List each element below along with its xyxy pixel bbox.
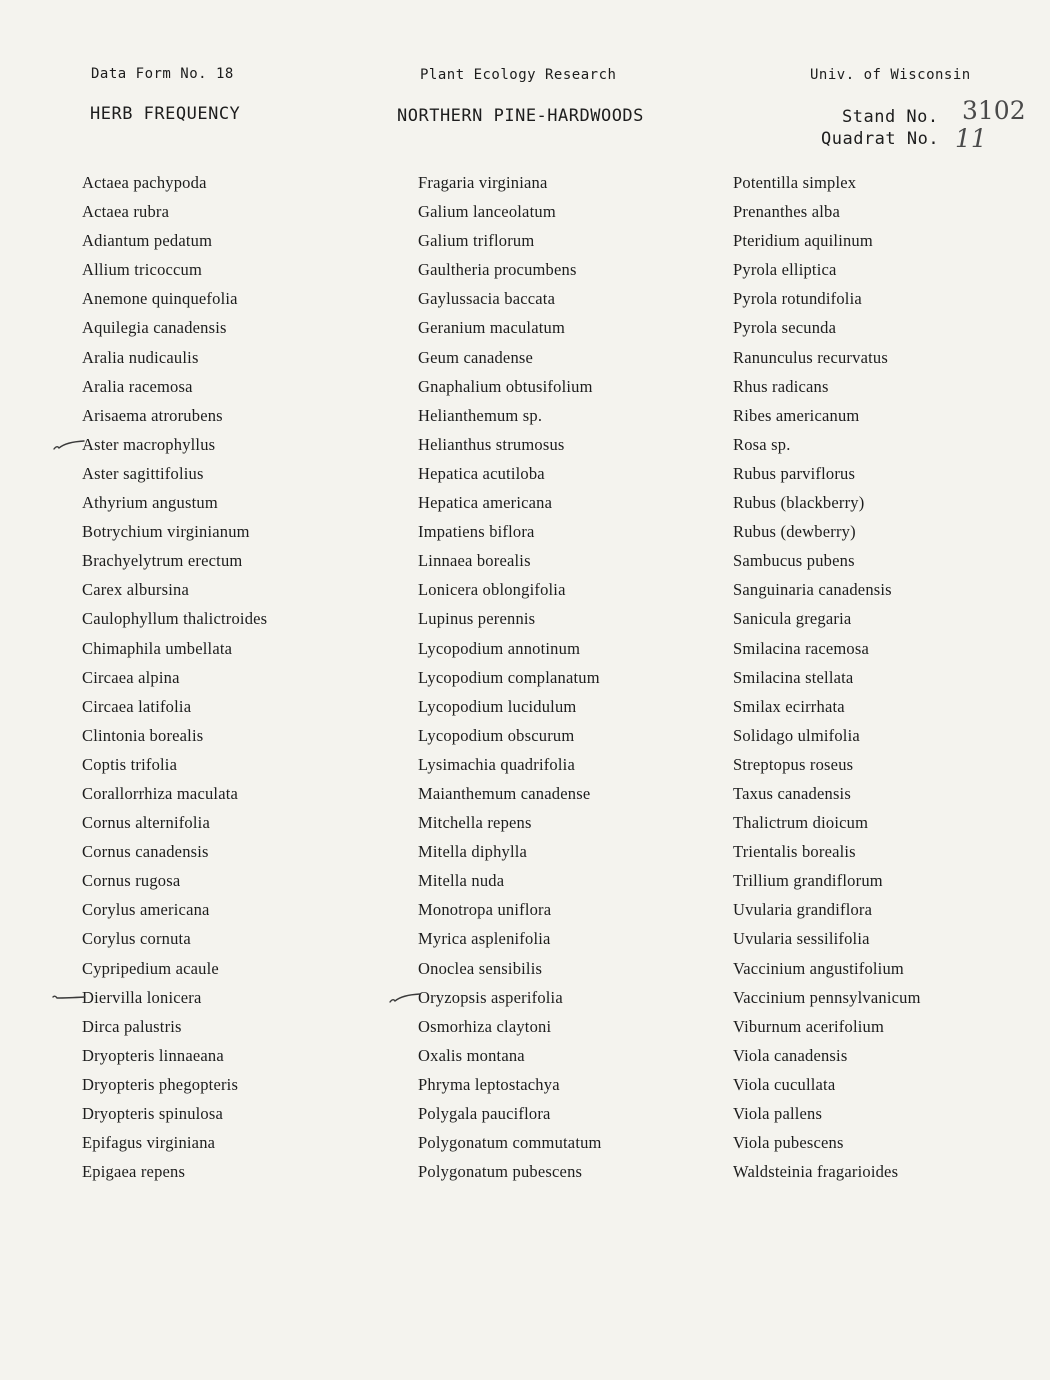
- species-name: Vaccinium pennsylvanicum: [733, 987, 921, 1007]
- species-item: [418, 459, 602, 488]
- species-item: [418, 692, 602, 721]
- species-name: Gaylussacia baccata: [418, 289, 556, 309]
- species-item: [82, 604, 267, 633]
- species-item: [733, 372, 921, 401]
- species-item: [82, 255, 267, 284]
- species-item: [82, 1157, 267, 1186]
- species-column-1: [82, 168, 267, 1186]
- species-item: [82, 313, 267, 342]
- species-item: [82, 779, 267, 808]
- species-name: Diervilla lonicera: [82, 987, 202, 1007]
- species-name: Maianthemum canadense: [418, 783, 591, 803]
- species-item: [733, 313, 921, 342]
- species-item: [733, 226, 921, 255]
- species-name: Lycopodium annotinum: [418, 638, 581, 658]
- species-name: Lycopodium complanatum: [418, 667, 600, 687]
- species-name: Osmorhiza claytoni: [418, 1016, 552, 1036]
- species-name: Sanguinaria canadensis: [733, 580, 892, 600]
- species-item: [418, 284, 602, 313]
- species-name: Anemone quinquefolia: [82, 289, 238, 309]
- species-name: Aster sagittifolius: [82, 463, 204, 483]
- species-item: [82, 866, 267, 895]
- species-name: Actaea pachypoda: [82, 173, 207, 192]
- species-name: Helianthemum sp.: [418, 405, 543, 425]
- species-column-2: [418, 168, 602, 1186]
- species-item: [733, 1099, 921, 1128]
- species-item: [82, 983, 267, 1012]
- species-item: [82, 954, 267, 983]
- species-name: Brachyelytrum erectum: [82, 551, 243, 571]
- species-name: Viola pubescens: [733, 1133, 844, 1153]
- species-item: [418, 1157, 602, 1186]
- species-item: [733, 517, 921, 546]
- forest-type-title: NORTHERN PINE-HARDWOODS: [397, 106, 644, 126]
- species-name: Trientalis borealis: [733, 842, 856, 862]
- species-name: Monotropa uniflora: [418, 900, 552, 920]
- species-item: [82, 517, 267, 546]
- stand-number-label: Stand No.: [842, 107, 939, 127]
- species-name: Caulophyllum thalictroides: [82, 609, 268, 629]
- species-name: Smilax ecirrhata: [733, 696, 845, 716]
- species-item: [733, 401, 921, 430]
- species-name: Rubus (dewberry): [733, 522, 856, 542]
- species-name: Polygonatum pubescens: [418, 1162, 583, 1182]
- species-item: [418, 255, 602, 284]
- species-name: Actaea rubra: [82, 202, 170, 222]
- species-name: Pyrola rotundifolia: [733, 289, 862, 309]
- species-name: Viburnum acerifolium: [733, 1016, 885, 1036]
- species-item: [82, 575, 267, 604]
- species-name: Potentilla simplex: [733, 173, 857, 192]
- species-item: [82, 168, 267, 197]
- species-item: [82, 1070, 267, 1099]
- species-item: [418, 401, 602, 430]
- species-item: [733, 924, 921, 953]
- species-name: Dryopteris phegopteris: [82, 1074, 239, 1094]
- species-name: Onoclea sensibilis: [418, 958, 543, 978]
- species-name: Geum canadense: [418, 347, 534, 367]
- species-item: [82, 1099, 267, 1128]
- species-item: [733, 546, 921, 575]
- species-item: [82, 284, 267, 313]
- species-item: [418, 750, 602, 779]
- species-item: [418, 895, 602, 924]
- species-item: [733, 255, 921, 284]
- species-item: [418, 372, 602, 401]
- species-item: [733, 488, 921, 517]
- species-item: [733, 692, 921, 721]
- species-name: Myrica asplenifolia: [418, 929, 551, 949]
- species-name: Uvularia sessilifolia: [733, 929, 870, 949]
- quadrat-number-label: Quadrat No.: [821, 129, 940, 149]
- stand-number-value: 3102: [962, 96, 1026, 125]
- species-name: Ribes americanum: [733, 405, 860, 425]
- species-item: [418, 604, 602, 633]
- species-name: Rubus parviflorus: [733, 463, 856, 483]
- species-item: [82, 692, 267, 721]
- species-name: Chimaphila umbellata: [82, 638, 233, 658]
- species-name: Adiantum pedatum: [82, 231, 213, 251]
- species-item: [733, 954, 921, 983]
- species-item: [733, 721, 921, 750]
- species-name: Aralia nudicaulis: [82, 347, 199, 367]
- species-name: Phryma leptostachya: [418, 1074, 560, 1094]
- species-item: [733, 1070, 921, 1099]
- species-name: Oxalis montana: [418, 1045, 525, 1065]
- species-name: Sambucus pubens: [733, 551, 855, 571]
- species-name: Cypripedium acaule: [82, 958, 219, 978]
- species-name: Rosa sp.: [733, 434, 791, 454]
- species-item: [418, 546, 602, 575]
- species-item: [418, 808, 602, 837]
- species-item: [82, 372, 267, 401]
- species-item: [82, 197, 267, 226]
- species-item: [418, 226, 602, 255]
- species-name: Dirca palustris: [82, 1016, 182, 1036]
- species-name: Aralia racemosa: [82, 376, 193, 396]
- species-name: Aster macrophyllus: [82, 434, 216, 454]
- species-item: [418, 721, 602, 750]
- species-name: Athyrium angustum: [82, 493, 218, 513]
- species-item: [418, 197, 602, 226]
- species-item: [418, 663, 602, 692]
- species-item: [418, 575, 602, 604]
- species-name: Fragaria virginiana: [418, 173, 548, 192]
- species-name: Lysimachia quadrifolia: [418, 754, 575, 774]
- species-item: [418, 634, 602, 663]
- species-name: Lycopodium obscurum: [418, 725, 575, 745]
- species-name: Cornus alternifolia: [82, 813, 210, 833]
- species-name: Pyrola secunda: [733, 318, 837, 338]
- species-name: Lycopodium lucidulum: [418, 696, 577, 716]
- species-item: [418, 488, 602, 517]
- species-item: [733, 284, 921, 313]
- species-item: [418, 837, 602, 866]
- species-item: [418, 430, 602, 459]
- species-item: [733, 604, 921, 633]
- species-item: [733, 168, 921, 197]
- pencil-dash-mark-icon: [52, 989, 86, 1007]
- species-item: [733, 895, 921, 924]
- species-item: [733, 779, 921, 808]
- species-item: [82, 343, 267, 372]
- species-item: [418, 1099, 602, 1128]
- species-column-3: [733, 168, 921, 1186]
- university-name: Univ. of Wisconsin: [810, 67, 971, 83]
- species-item: [733, 1157, 921, 1186]
- species-name: Botrychium virginianum: [82, 522, 250, 542]
- species-name: Polygonatum commutatum: [418, 1133, 602, 1153]
- species-item: [418, 313, 602, 342]
- species-item: [418, 1012, 602, 1041]
- species-item: [82, 1012, 267, 1041]
- species-item: [733, 1041, 921, 1070]
- species-name: Sanicula gregaria: [733, 609, 852, 629]
- species-item: [82, 488, 267, 517]
- species-item: [733, 837, 921, 866]
- species-item: [82, 226, 267, 255]
- species-name: Lonicera oblongifolia: [418, 580, 566, 600]
- species-item: [82, 459, 267, 488]
- species-item: [82, 750, 267, 779]
- species-name: Taxus canadensis: [733, 783, 851, 803]
- species-item: [733, 1012, 921, 1041]
- species-name: Corylus americana: [82, 900, 210, 920]
- species-item: [418, 924, 602, 953]
- species-item: [733, 459, 921, 488]
- species-name: Galium lanceolatum: [418, 202, 556, 222]
- species-name: Hepatica americana: [418, 493, 553, 513]
- species-item: [82, 1128, 267, 1157]
- species-item: [733, 430, 921, 459]
- species-item: [418, 866, 602, 895]
- species-name: Mitella nuda: [418, 871, 505, 891]
- species-name: Oryzopsis asperifolia: [418, 987, 563, 1007]
- species-item: [418, 779, 602, 808]
- species-name: Gaultheria procumbens: [418, 260, 577, 280]
- species-item: [82, 837, 267, 866]
- species-item: [733, 343, 921, 372]
- species-name: Clintonia borealis: [82, 725, 204, 745]
- species-name: Pyrola elliptica: [733, 260, 837, 280]
- species-name: Vaccinium angustifolium: [733, 958, 904, 978]
- species-name: Impatiens biflora: [418, 522, 535, 542]
- species-name: Waldsteinia fragarioides: [733, 1162, 899, 1182]
- species-name: Trillium grandiflorum: [733, 871, 883, 891]
- species-item: [733, 808, 921, 837]
- species-name: Rhus radicans: [733, 376, 829, 396]
- species-name: Uvularia grandiflora: [733, 900, 873, 920]
- species-name: Prenanthes alba: [733, 202, 841, 222]
- species-item: [733, 663, 921, 692]
- species-name: Epigaea repens: [82, 1162, 186, 1182]
- species-item: [82, 401, 267, 430]
- species-name: Corallorrhiza maculata: [82, 783, 239, 803]
- form-title: HERB FREQUENCY: [90, 104, 241, 124]
- species-name: Allium tricoccum: [82, 260, 203, 280]
- species-item: [82, 430, 267, 459]
- species-name: Lupinus perennis: [418, 609, 536, 629]
- species-name: Dryopteris spinulosa: [82, 1104, 224, 1123]
- species-name: Streptopus roseus: [733, 754, 854, 774]
- species-name: Galium triflorum: [418, 231, 535, 251]
- species-name: Geranium maculatum: [418, 318, 566, 338]
- species-item: [418, 343, 602, 372]
- species-name: Arisaema atrorubens: [82, 405, 223, 425]
- species-item: [418, 168, 602, 197]
- species-name: Gnaphalium obtusifolium: [418, 376, 593, 396]
- species-name: Aquilegia canadensis: [82, 318, 227, 338]
- species-name: Linnaea borealis: [418, 551, 531, 571]
- species-name: Coptis trifolia: [82, 754, 178, 774]
- species-item: [733, 1128, 921, 1157]
- species-item: [82, 924, 267, 953]
- species-item: [733, 197, 921, 226]
- species-name: Ranunculus recurvatus: [733, 347, 888, 367]
- species-name: Mitella diphylla: [418, 842, 528, 862]
- form-number: Data Form No. 18: [91, 66, 234, 82]
- species-name: Carex albursina: [82, 580, 190, 600]
- species-name: Hepatica acutiloba: [418, 463, 545, 483]
- species-name: Pteridium aquilinum: [733, 231, 873, 251]
- species-item: [82, 721, 267, 750]
- species-item: [82, 634, 267, 663]
- species-name: Corylus cornuta: [82, 929, 191, 949]
- species-name: Polygala pauciflora: [418, 1104, 551, 1123]
- species-name: Thalictrum dioicum: [733, 813, 869, 833]
- species-item: [82, 808, 267, 837]
- species-item: [418, 517, 602, 546]
- species-name: Epifagus virginiana: [82, 1133, 216, 1153]
- species-item: [82, 663, 267, 692]
- species-name: Circaea alpina: [82, 667, 180, 687]
- species-name: Helianthus strumosus: [418, 434, 565, 454]
- species-name: Dryopteris linnaeana: [82, 1045, 224, 1065]
- species-item: [733, 750, 921, 779]
- species-item: [82, 895, 267, 924]
- species-item: [82, 546, 267, 575]
- species-name: Cornus canadensis: [82, 842, 209, 862]
- species-item: [733, 866, 921, 895]
- species-name: Rubus (blackberry): [733, 493, 865, 513]
- species-item: [733, 575, 921, 604]
- species-item: [418, 1128, 602, 1157]
- pencil-check-mark-icon: [388, 989, 422, 1007]
- species-name: Cornus rugosa: [82, 871, 181, 891]
- species-item: [418, 954, 602, 983]
- species-item: [418, 1041, 602, 1070]
- species-name: Solidago ulmifolia: [733, 725, 860, 745]
- species-name: Viola pallens: [733, 1104, 823, 1123]
- species-name: Smilacina stellata: [733, 667, 854, 687]
- species-name: Mitchella repens: [418, 813, 532, 833]
- species-item: [733, 983, 921, 1012]
- quadrat-number-value: 11: [955, 124, 987, 153]
- species-item: [733, 634, 921, 663]
- species-item: [418, 1070, 602, 1099]
- species-name: Smilacina racemosa: [733, 638, 870, 658]
- organization-name: Plant Ecology Research: [420, 67, 617, 83]
- species-name: Viola canadensis: [733, 1045, 848, 1065]
- species-name: Circaea latifolia: [82, 696, 192, 716]
- species-item: [418, 983, 602, 1012]
- pencil-check-mark-icon: [52, 436, 86, 454]
- species-item: [82, 1041, 267, 1070]
- species-name: Viola cucullata: [733, 1074, 836, 1094]
